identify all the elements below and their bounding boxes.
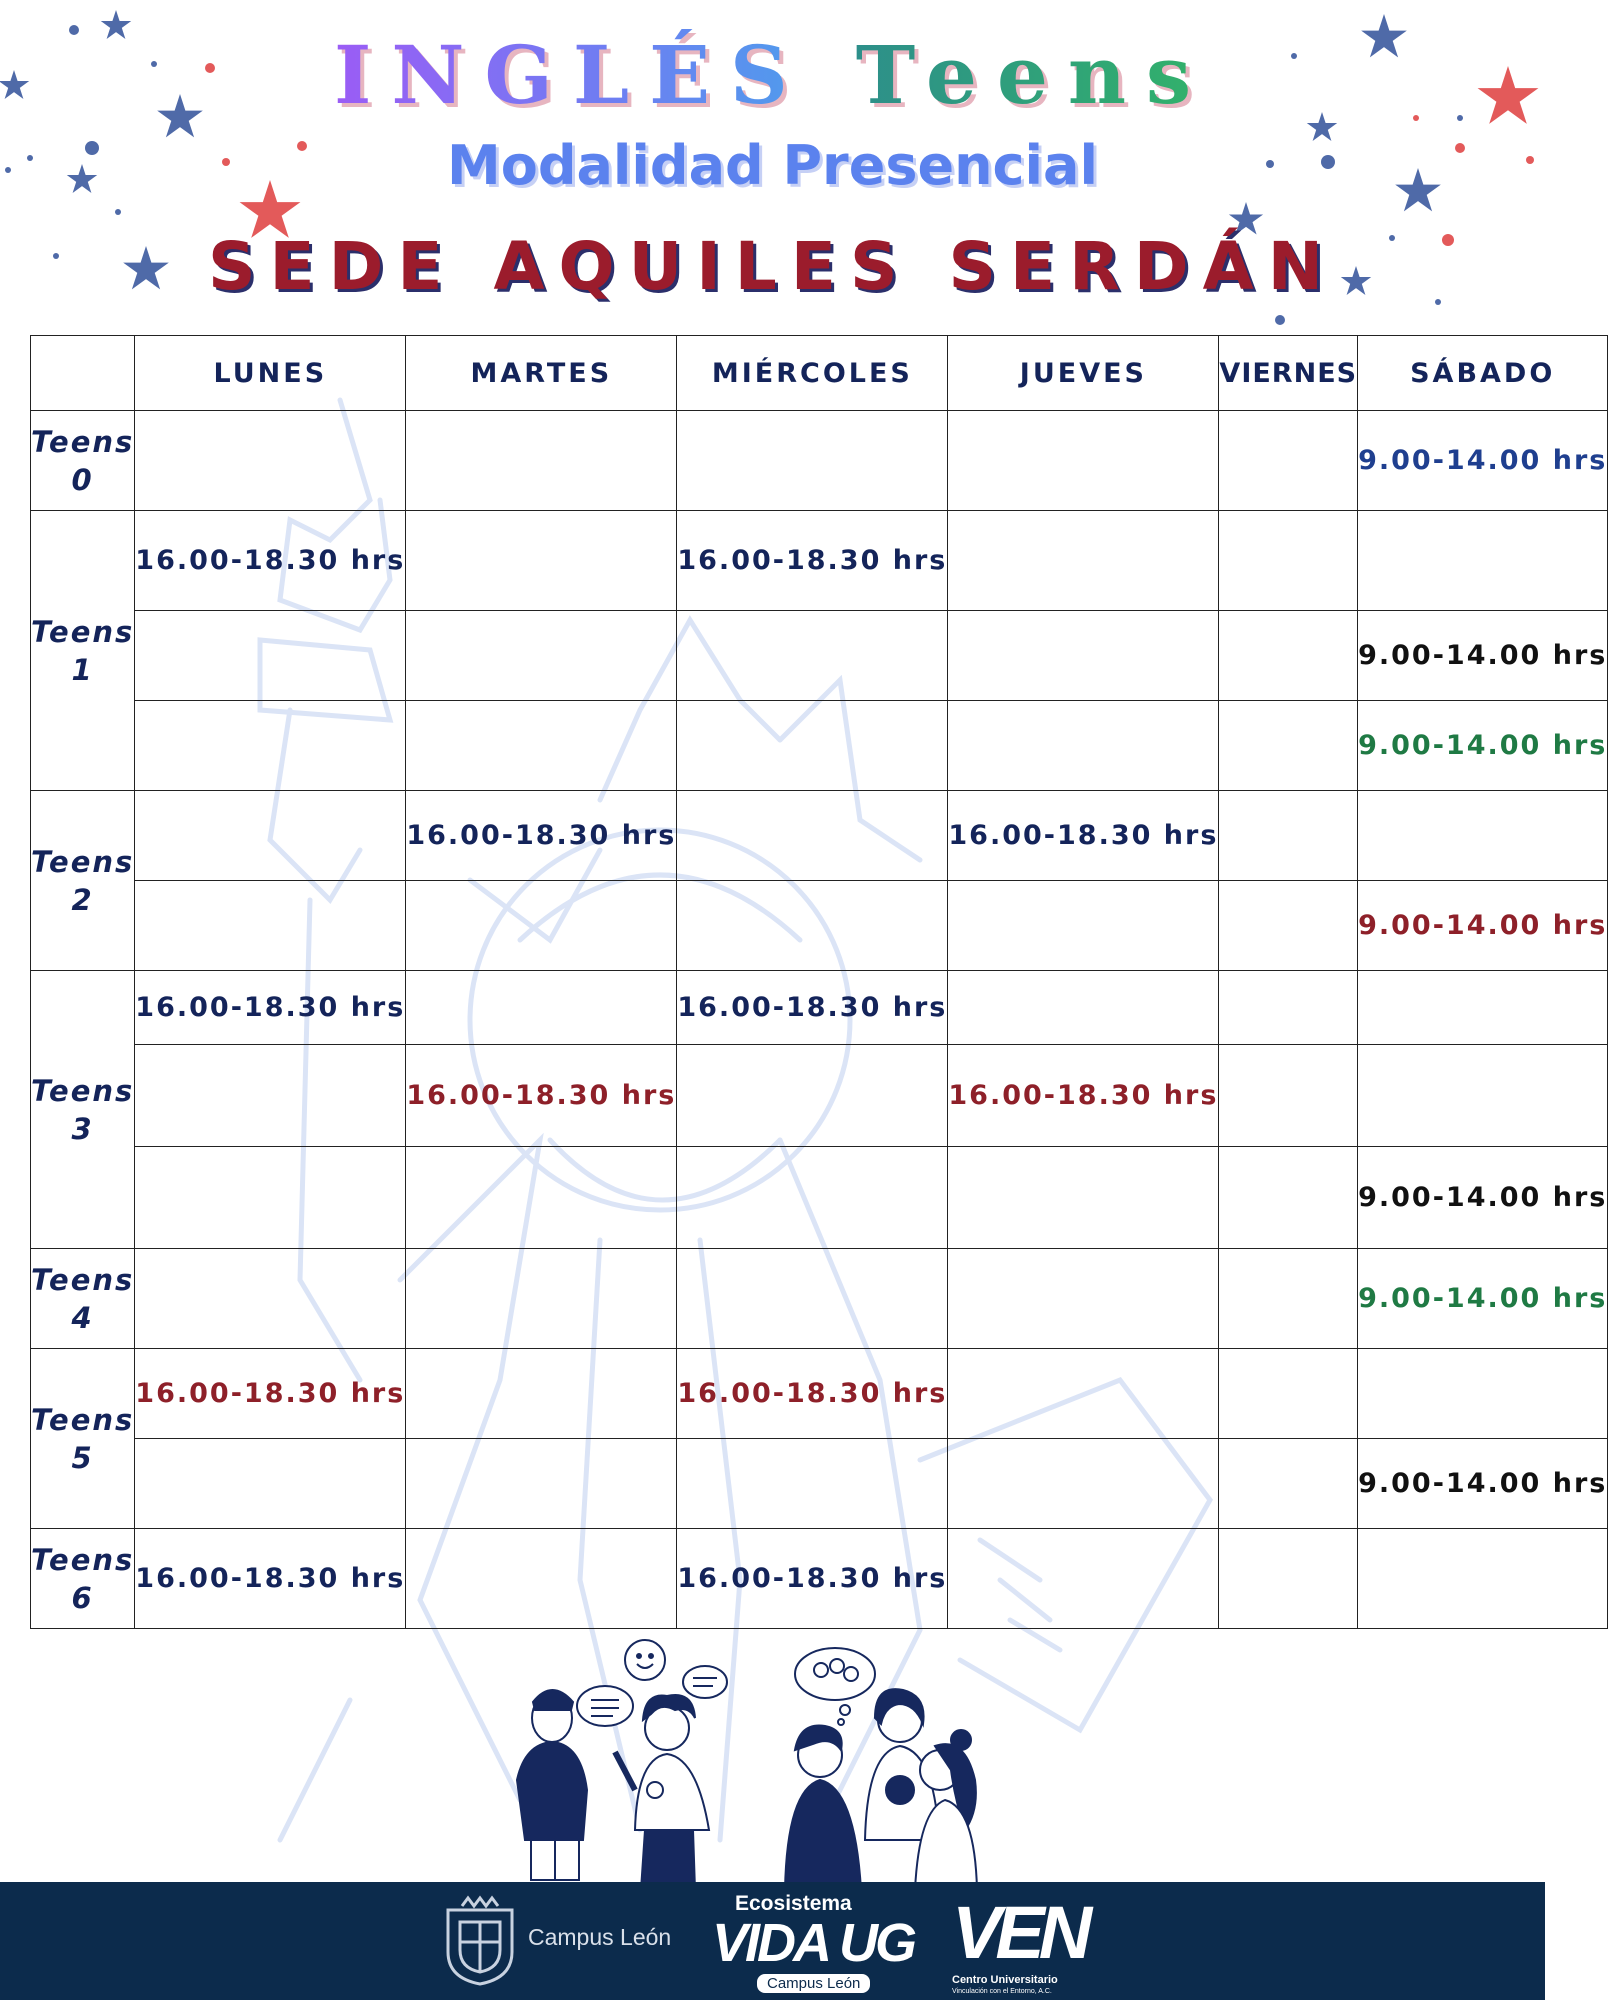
schedule-cell-sabado: 9.00-14.00 hrs	[1358, 1249, 1608, 1349]
schedule-cell-lunes	[135, 1439, 406, 1529]
schedule-cell-martes	[406, 1147, 677, 1249]
schedule-cell-miercoles	[677, 791, 948, 881]
level-label-name: Teens	[31, 844, 135, 879]
ven-logo: VEN	[952, 1891, 1087, 1974]
schedule-cell-miercoles: 16.00-18.30 hrs	[677, 511, 948, 611]
schedule-cell-viernes	[1219, 701, 1358, 791]
schedule-cell-viernes	[1219, 791, 1358, 881]
column-header-viernes: VIERNES	[1219, 336, 1358, 411]
table-row	[31, 1439, 1608, 1529]
level-label-number: 1	[71, 652, 94, 687]
table-row	[31, 1249, 1608, 1349]
vida-ug-logo: VIDA UG	[712, 1913, 915, 1973]
schedule-cell-martes	[406, 611, 677, 701]
schedule-cell-viernes	[1219, 1439, 1358, 1529]
location-heading: SEDE AQUILES SERDÁN	[208, 228, 1337, 305]
schedule-cell-martes: 16.00-18.30 hrs	[406, 791, 677, 881]
page-title	[0, 20, 1545, 130]
title-word-ingles: INGLÉS	[333, 28, 808, 122]
level-label-name: Teens	[31, 614, 135, 649]
level-label-cell	[31, 511, 135, 791]
table-row	[31, 971, 1608, 1045]
schedule-cell-sabado: 9.00-14.00 hrs	[1358, 701, 1608, 791]
schedule-cell-lunes	[135, 611, 406, 701]
schedule-cell-lunes: 16.00-18.30 hrs	[135, 511, 406, 611]
level-label-number: 2	[71, 882, 94, 917]
table-row	[31, 511, 1608, 611]
schedule-cell-jueves	[948, 611, 1219, 701]
schedule-cell-sabado	[1358, 1529, 1608, 1629]
schedule-cell-lunes: 16.00-18.30 hrs	[135, 971, 406, 1045]
schedule-cell-sabado	[1358, 1349, 1608, 1439]
schedule-cell-jueves	[948, 1529, 1219, 1629]
students-illustration	[495, 1640, 1015, 1890]
vida-ug-campus-pill: Campus León	[757, 1974, 870, 1993]
schedule-cell-jueves	[948, 1349, 1219, 1439]
schedule-cell-martes	[406, 1349, 677, 1439]
schedule-cell-sabado: 9.00-14.00 hrs	[1358, 611, 1608, 701]
schedule-cell-martes	[406, 1439, 677, 1529]
schedule-cell-lunes	[135, 1045, 406, 1147]
schedule-cell-martes	[406, 701, 677, 791]
level-label-name: Teens	[31, 1262, 135, 1297]
title-word-teens: Teens	[855, 28, 1212, 122]
schedule-cell-viernes	[1219, 1349, 1358, 1439]
schedule-cell-viernes	[1219, 511, 1358, 611]
ecosistema-label: Ecosistema	[735, 1892, 852, 1915]
column-header-miercoles: MIÉRCOLES	[677, 336, 948, 411]
schedule-cell-lunes	[135, 701, 406, 791]
schedule-cell-martes	[406, 881, 677, 971]
level-label-name: Teens	[31, 424, 135, 459]
schedule-cell-miercoles	[677, 701, 948, 791]
schedule-cell-jueves	[948, 1249, 1219, 1349]
schedule-cell-sabado: 9.00-14.00 hrs	[1358, 1439, 1608, 1529]
level-label-number: 4	[71, 1300, 94, 1335]
table-row	[31, 1349, 1608, 1439]
column-header-sabado: SÁBADO	[1358, 336, 1608, 411]
schedule-cell-miercoles: 16.00-18.30 hrs	[677, 1349, 948, 1439]
schedule-cell-jueves: 16.00-18.30 hrs	[948, 1045, 1219, 1147]
table-row	[31, 881, 1608, 971]
schedule-cell-sabado	[1358, 791, 1608, 881]
schedule-cell-sabado	[1358, 1045, 1608, 1147]
level-label-cell	[31, 971, 135, 1249]
schedule-cell-jueves	[948, 1147, 1219, 1249]
schedule-cell-martes	[406, 1249, 677, 1349]
ven-tagline: Vinculación con el Entorno, A.C.	[952, 1988, 1052, 1995]
schedule-cell-miercoles	[677, 1439, 948, 1529]
schedule-cell-viernes	[1219, 1529, 1358, 1629]
schedule-table	[30, 335, 1608, 1629]
table-row	[31, 1045, 1608, 1147]
schedule-cell-lunes	[135, 881, 406, 971]
schedule-cell-sabado	[1358, 511, 1608, 611]
column-header-lunes: LUNES	[135, 336, 406, 411]
schedule-cell-viernes	[1219, 611, 1358, 701]
table-header-row	[31, 336, 1608, 411]
schedule-cell-lunes	[135, 1147, 406, 1249]
level-label-cell	[31, 1249, 135, 1349]
table-row	[31, 791, 1608, 881]
table-row	[31, 411, 1608, 511]
level-label-cell	[31, 1349, 135, 1529]
schedule-cell-martes	[406, 971, 677, 1045]
schedule-cell-viernes	[1219, 881, 1358, 971]
schedule-cell-viernes	[1219, 1045, 1358, 1147]
schedule-cell-miercoles	[677, 1147, 948, 1249]
level-label-number: 0	[71, 462, 94, 497]
schedule-cell-martes	[406, 1529, 677, 1629]
level-label-name: Teens	[31, 1073, 135, 1108]
schedule-cell-viernes	[1219, 1249, 1358, 1349]
schedule-cell-sabado: 9.00-14.00 hrs	[1358, 411, 1608, 511]
schedule-cell-lunes: 16.00-18.30 hrs	[135, 1349, 406, 1439]
schedule-cell-jueves	[948, 881, 1219, 971]
schedule-cell-miercoles	[677, 411, 948, 511]
schedule-cell-lunes	[135, 1249, 406, 1349]
level-label-name: Teens	[31, 1402, 135, 1437]
schedule-cell-miercoles	[677, 881, 948, 971]
schedule-cell-jueves	[948, 701, 1219, 791]
schedule-cell-martes: 16.00-18.30 hrs	[406, 1045, 677, 1147]
schedule-cell-viernes	[1219, 1147, 1358, 1249]
campus-leon-label: Campus León	[528, 1924, 672, 1950]
column-header-jueves: JUEVES	[948, 336, 1219, 411]
schedule-cell-miercoles	[677, 611, 948, 701]
schedule-cell-sabado: 9.00-14.00 hrs	[1358, 1147, 1608, 1249]
schedule-cell-miercoles: 16.00-18.30 hrs	[677, 971, 948, 1045]
level-label-number: 3	[71, 1111, 94, 1146]
schedule-cell-jueves	[948, 971, 1219, 1045]
schedule-cell-sabado: 9.00-14.00 hrs	[1358, 881, 1608, 971]
level-label-cell	[31, 1529, 135, 1629]
schedule-cell-jueves	[948, 511, 1219, 611]
schedule-cell-lunes: 16.00-18.30 hrs	[135, 1529, 406, 1629]
modality-subtitle: Modalidad Presencial	[446, 134, 1098, 197]
header-corner-cell	[31, 336, 135, 411]
schedule-cell-miercoles	[677, 1249, 948, 1349]
schedule-cell-martes	[406, 411, 677, 511]
table-row	[31, 701, 1608, 791]
level-label-number: 6	[71, 1580, 94, 1615]
level-label-cell	[31, 411, 135, 511]
schedule-cell-miercoles: 16.00-18.30 hrs	[677, 1529, 948, 1629]
level-label-name: Teens	[31, 1542, 135, 1577]
schedule-cell-sabado	[1358, 971, 1608, 1045]
schedule-cell-miercoles	[677, 1045, 948, 1147]
schedule-cell-jueves: 16.00-18.30 hrs	[948, 791, 1219, 881]
schedule-cell-lunes	[135, 791, 406, 881]
level-label-number: 5	[71, 1440, 94, 1475]
schedule-cell-jueves	[948, 1439, 1219, 1529]
schedule-cell-jueves	[948, 411, 1219, 511]
table-row	[31, 1147, 1608, 1249]
footer-bar	[0, 1882, 1545, 2000]
ven-subtitle: Centro Universitario	[952, 1974, 1058, 1986]
table-row	[31, 611, 1608, 701]
schedule-cell-viernes	[1219, 971, 1358, 1045]
table-row	[31, 1529, 1608, 1629]
schedule-cell-lunes	[135, 411, 406, 511]
schedule-cell-viernes	[1219, 411, 1358, 511]
level-label-cell	[31, 791, 135, 971]
column-header-martes: MARTES	[406, 336, 677, 411]
university-seal-logo	[438, 1896, 522, 1988]
schedule-cell-martes	[406, 511, 677, 611]
